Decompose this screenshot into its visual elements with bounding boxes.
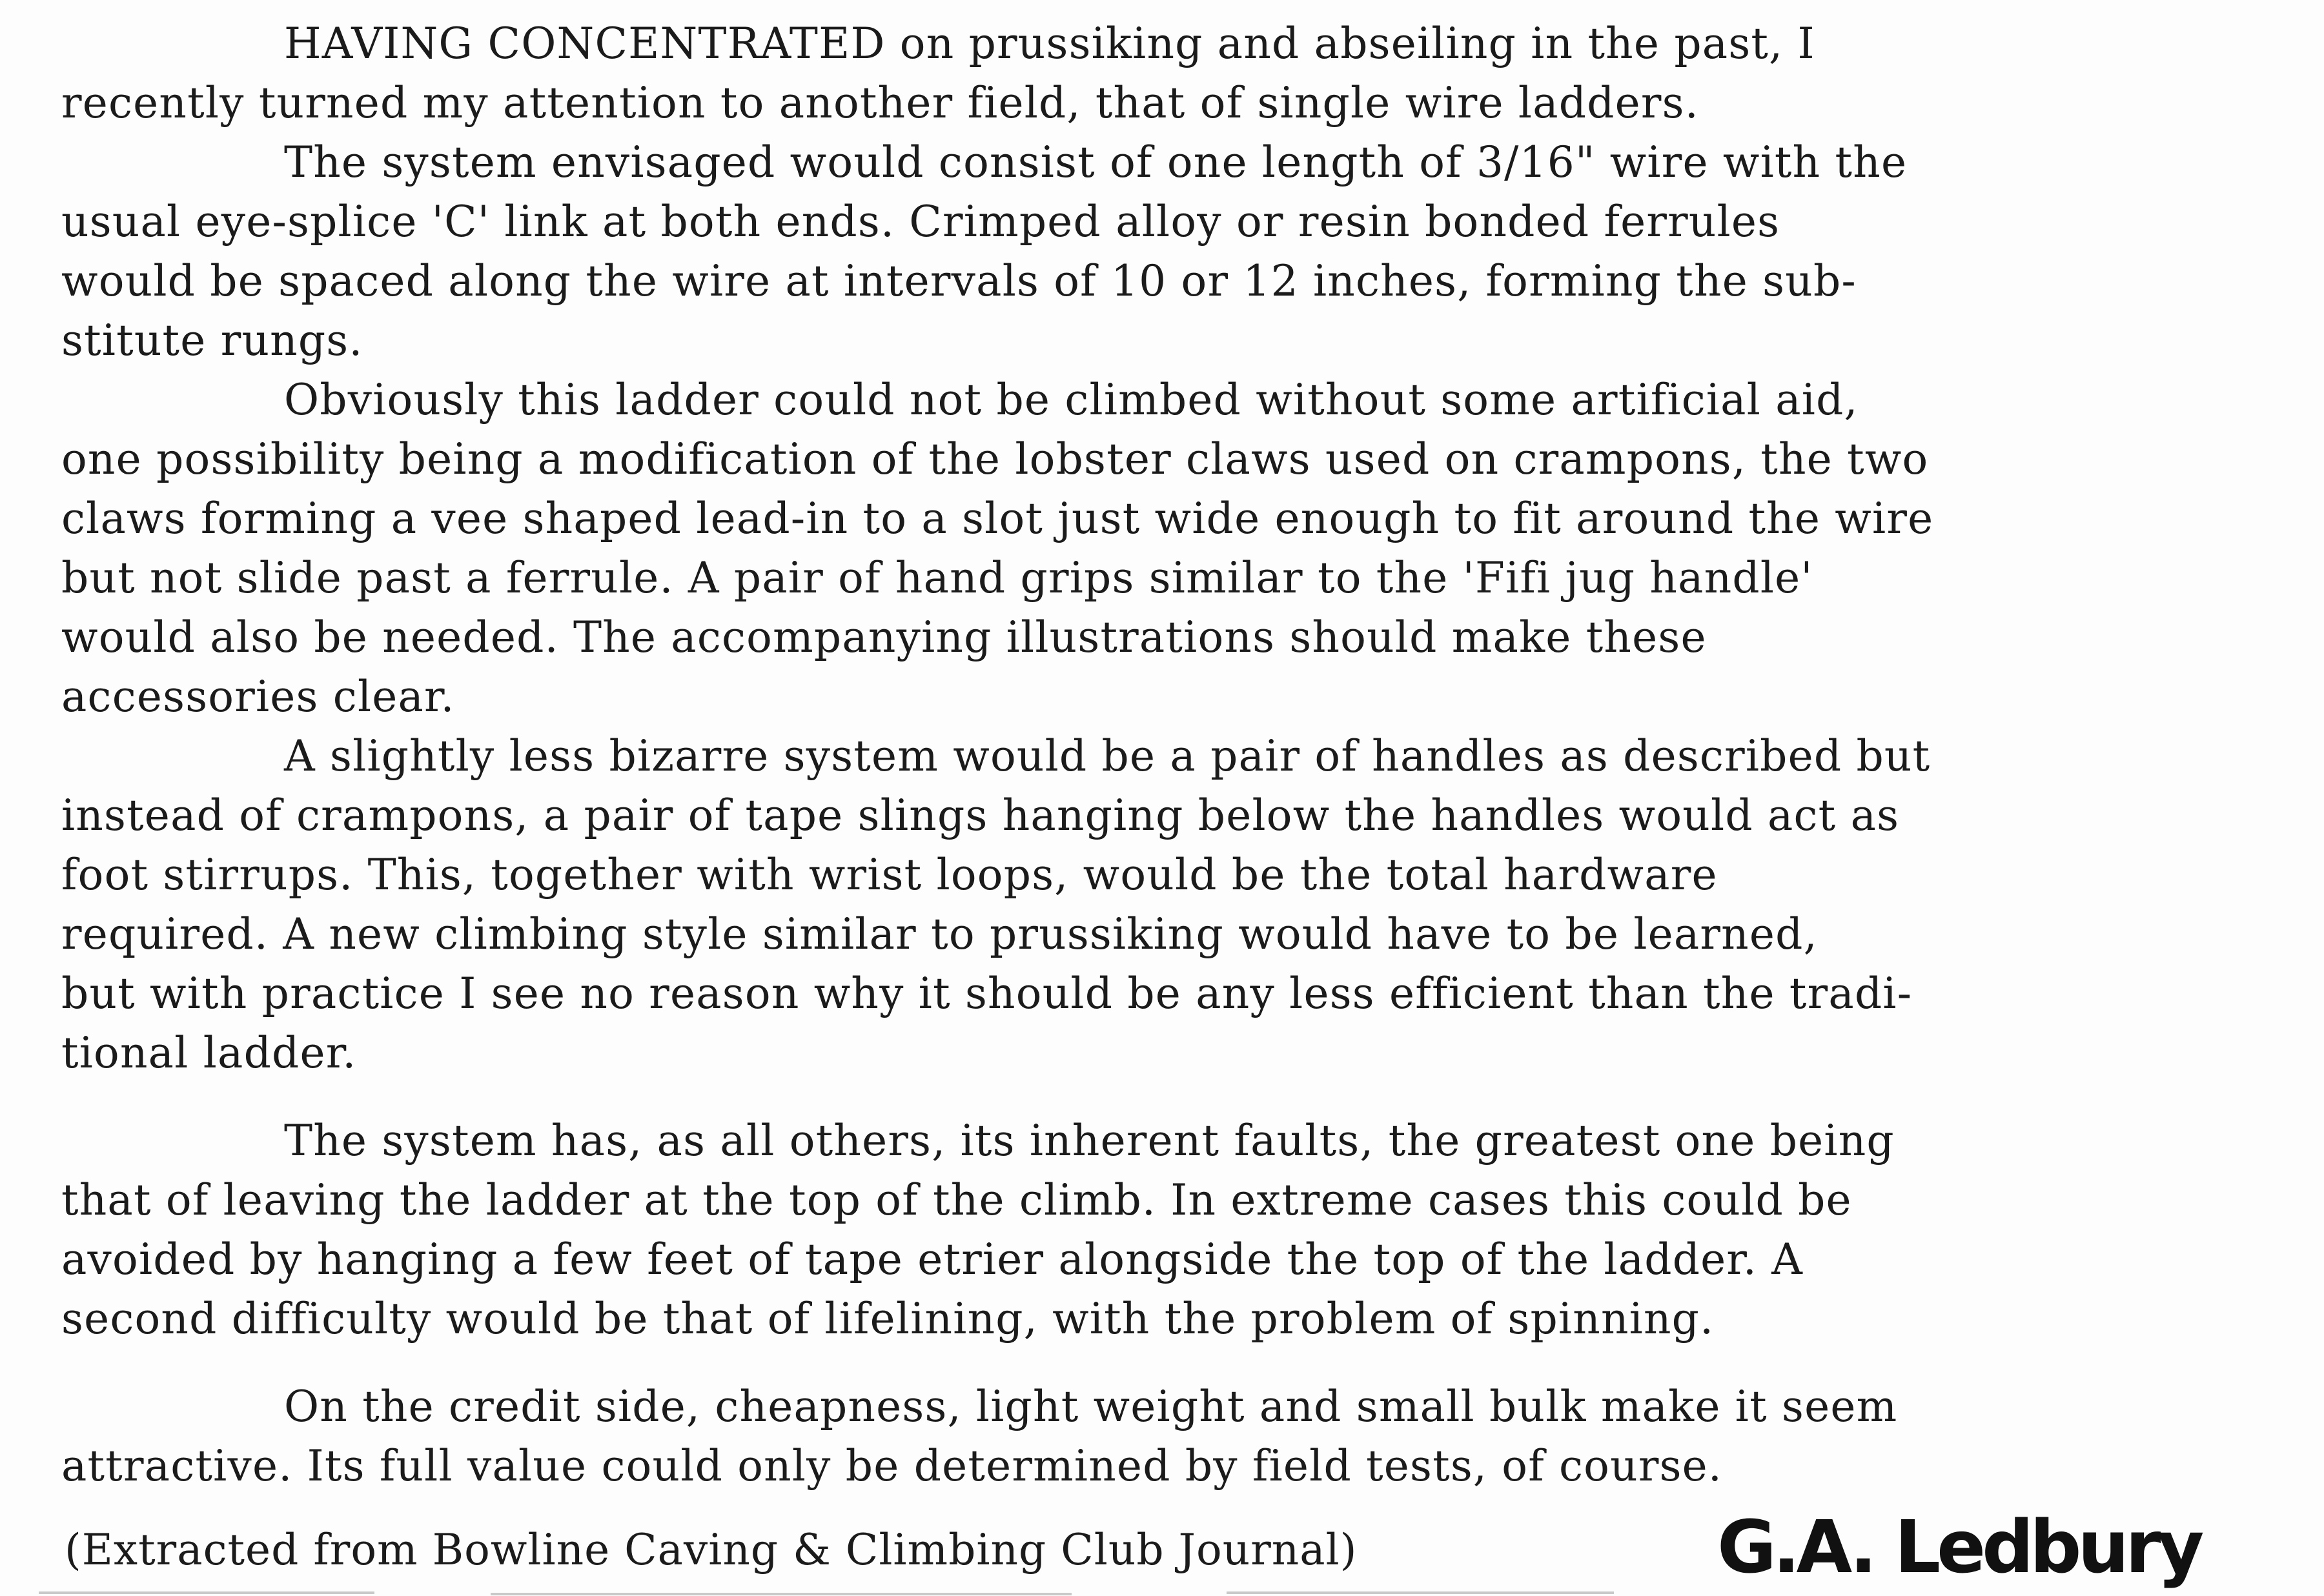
- text-line: required. A new climbing style similar to prussiking would have to be learned,: [61, 909, 1818, 959]
- article-footer: [65, 1506, 2259, 1590]
- paragraph-gap: [61, 1083, 2250, 1111]
- text-line: stitute rungs.: [61, 316, 363, 365]
- article-body: [61, 14, 2250, 1496]
- text-line: claws forming a vee shaped lead-in to a slot just wide enough to fit around the wire: [61, 494, 1934, 543]
- text-line: one possibility being a modification of the lobster claws used on crampons, the two: [61, 434, 1929, 484]
- text-line: tional ladder.: [61, 1028, 357, 1078]
- text-line: but with practice I see no reason why it should be any less efficient than the tradi-: [61, 969, 1913, 1018]
- author-signature: G.A. Ledbury: [1717, 1506, 2201, 1590]
- text-line: instead of crampons, a pair of tape slings hanging below the handles would act as: [61, 791, 1900, 840]
- text-line: Obviously this ladder could not be climbed without some artificial aid,: [284, 375, 1859, 425]
- text-line: but not slide past a ferrule. A pair of hand grips similar to the 'Fifi jug handle': [61, 553, 1813, 603]
- text-line: The system envisaged would consist of one length of 3/16" wire with the: [284, 137, 1908, 187]
- text-line: A slightly less bizarre system would be a pair of handles as described but: [284, 731, 1931, 781]
- text-line: would be spaced along the wire at intervals of 10 or 12 inches, forming the sub-: [61, 256, 1857, 306]
- text-line: usual eye-splice 'C' link at both ends. Crimped alloy or resin bonded ferrules: [61, 197, 1780, 247]
- paragraph-gap: [61, 1349, 2250, 1377]
- text-line: The system has, as all others, its inherent faults, the greatest one being: [284, 1116, 1895, 1166]
- text-line: [61, 14, 2250, 74]
- text-line: avoided by hanging a few feet of tape etrier alongside the top of the ladder. A: [61, 1235, 1804, 1284]
- scan-speck: [1227, 1591, 1614, 1594]
- text-line-rest: on prussiking and abseiling in the past, I: [885, 19, 1815, 68]
- text-line: accessories clear.: [61, 672, 455, 722]
- scan-speck: [39, 1591, 374, 1594]
- text-line: attractive. Its full value could only be determined by field tests, of course.: [61, 1441, 1723, 1491]
- text-line: would also be needed. The accompanying illustrations should make these: [61, 612, 1707, 662]
- text-line: second difficulty would be that of lifelining, with the problem of spinning.: [61, 1294, 1715, 1344]
- scan-speck: [491, 1593, 1072, 1595]
- lead-in-caps: HAVING CONCENTRATED: [284, 19, 886, 68]
- text-line: foot stirrups. This, together with wrist loops, would be the total hardware: [61, 850, 1718, 900]
- text-line: recently turned my attention to another field, that of single wire ladders.: [61, 78, 1699, 128]
- text-line: that of leaving the ladder at the top of the climb. In extreme cases this could be: [61, 1175, 1852, 1225]
- source-note: (Extracted from Bowline Caving & Climbing Club Journal): [65, 1525, 1358, 1575]
- text-line: On the credit side, cheapness, light weight and small bulk make it seem: [284, 1382, 1898, 1431]
